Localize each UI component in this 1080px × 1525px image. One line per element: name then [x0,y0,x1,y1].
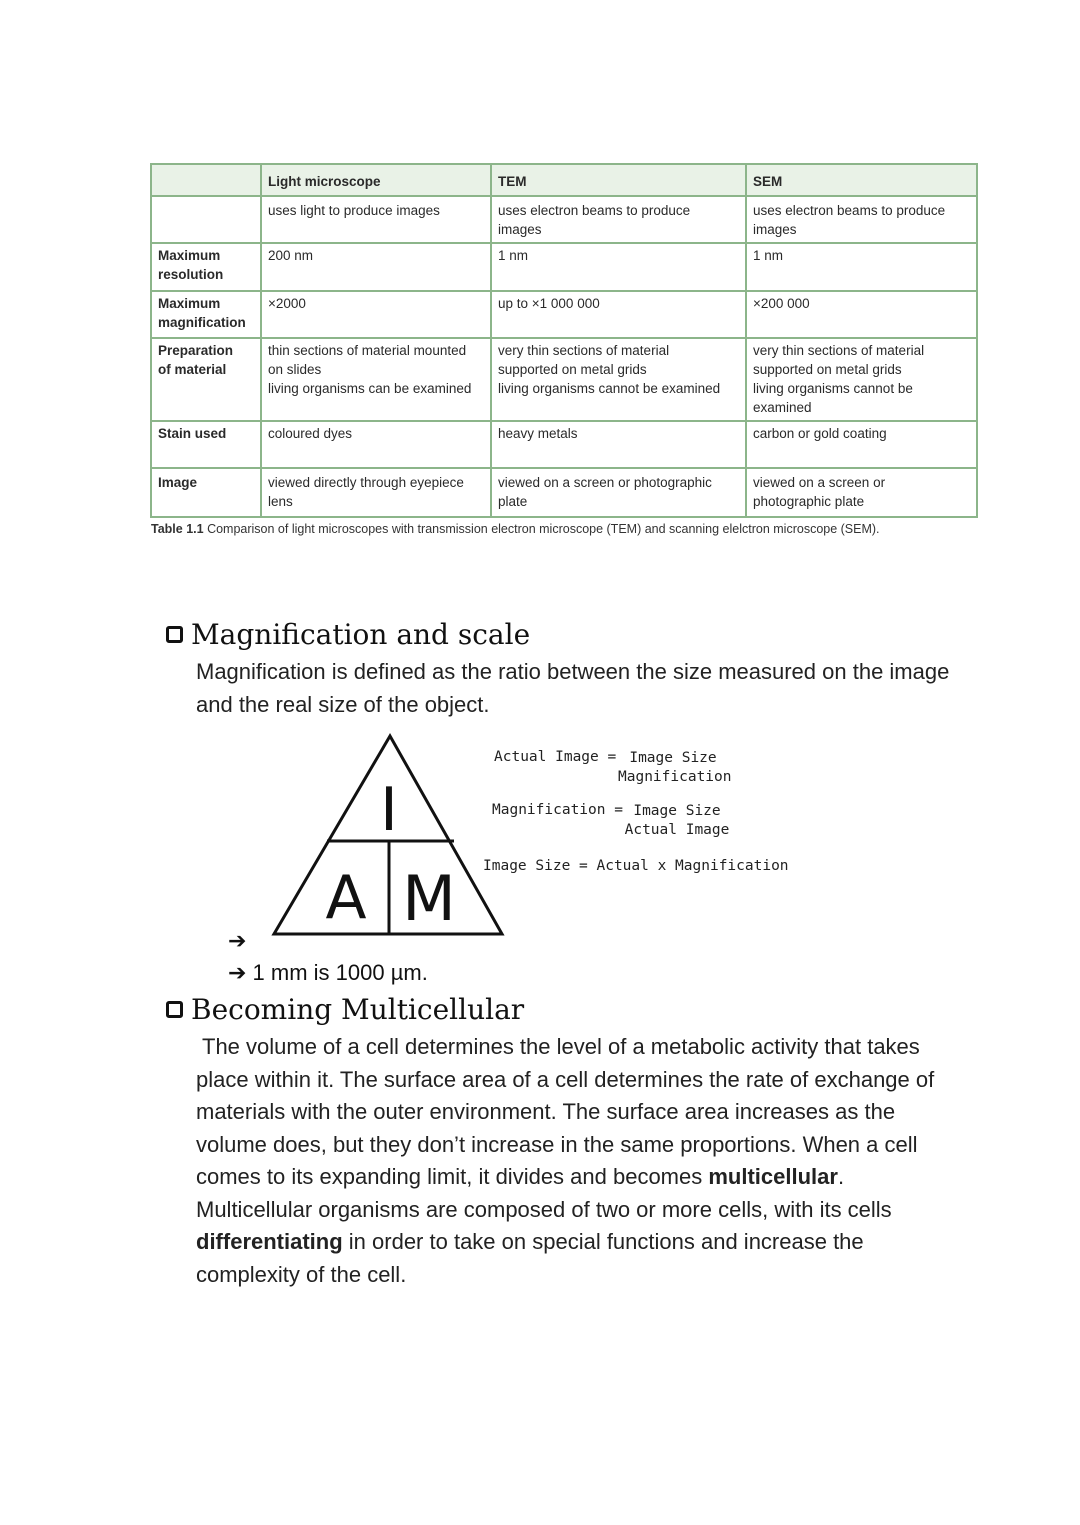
bold-term-multicellular: multicellular [708,1164,838,1189]
cell-line: very thin sections of material [498,343,670,358]
cell-line: heavy metals [498,426,578,441]
table-row [151,338,977,421]
cell-line: images [753,222,797,237]
bold-term-differentiating: differentiating [196,1229,343,1254]
paragraph-text: . Multicellular organisms are composed of two or more cells, with its cells [196,1164,892,1222]
cell-line: 1 nm [753,248,784,263]
label-line: Stain used [158,426,227,441]
magnification-section-title [166,618,530,651]
formula-magnification-lhs: Magnification = [492,802,623,818]
table-cell [491,291,746,338]
cell-line: plate [498,494,528,509]
table-cell [746,468,977,517]
table-row [151,196,977,243]
label-line: Image [158,475,198,490]
microscope-comparison-table [150,163,978,518]
label-line: magnification [158,315,246,330]
table-cell [491,421,746,468]
table-row [151,291,977,338]
cell-line: uses light to produce images [268,203,440,218]
row-label [151,243,261,291]
caption-text: Comparison of light microscopes with transmission electron microscope (TEM) and scanning elelctron microscope (SEM). [207,522,880,536]
header-light-microscope: Light microscope [261,164,491,196]
cell-line: 1 nm [498,248,529,263]
table-row [151,421,977,468]
table-cell [261,421,491,468]
row-label [151,468,261,517]
cell-line: supported on metal grids [753,362,902,377]
table-cell [261,468,491,517]
table-cell [491,338,746,421]
section-title-text: Magnification and scale [191,618,531,651]
cell-line: living organisms can be examined [268,381,472,396]
cell-line: viewed on a screen or photographic [498,475,712,490]
cell-line: uses electron beams to produce [498,203,691,218]
label-line: of material [158,362,227,377]
multicellular-section-title [166,993,524,1026]
fraction-denominator: Actual Image [624,822,730,838]
triangle-label-magnification: M [402,862,456,935]
table-header-row [151,164,977,196]
paragraph-text: The volume of a cell determines the level of a metabolic activity that takes place within it. The surface area of a cell determines the rate of exchange of materials with the outer environment. The surface area increases as the volume does, but they don’t increase in the same proportions. When a cell comes to its expanding limit, it divides and becomes [196,1034,935,1189]
cell-line: examined [753,400,812,415]
table-cell [491,243,746,291]
triangle-label-actual: A [325,863,367,933]
cell-line: thin sections of material mounted [268,343,467,358]
formula-actual-lhs: Actual Image = [494,749,617,765]
caption-label: Table 1.1 [151,522,204,536]
table-cell [261,338,491,421]
paragraph-text: in order to take on special functions and increase the complexity of the cell. [196,1229,864,1287]
label-line: resolution [158,267,224,282]
cell-line: coloured dyes [268,426,353,441]
table-cell [746,243,977,291]
cell-line: photographic plate [753,494,865,509]
table-cell [746,338,977,421]
cell-line: images [498,222,542,237]
cell-line: 200 nm [268,248,314,263]
table-caption [151,522,880,536]
cell-line: living organisms cannot be [753,381,913,396]
table-cell [261,196,491,243]
cell-line: carbon or gold coating [753,426,887,441]
table-cell [746,291,977,338]
formula-magnification-fraction [622,802,732,840]
ima-triangle-diagram [268,732,508,942]
table-cell [261,291,491,338]
cell-line: on slides [268,362,322,377]
table-row [151,243,977,291]
table-cell [261,243,491,291]
cell-line: viewed on a screen or [753,475,886,490]
label-line: Maximum [158,296,221,311]
label-line: Maximum [158,248,221,263]
row-label [151,421,261,468]
table-cell [746,421,977,468]
fraction-denominator: Magnification [618,769,732,785]
header-tem: TEM [491,164,746,196]
multicellular-paragraph [196,1031,956,1291]
triangle-label-image: I [380,775,398,845]
cell-line: lens [268,494,293,509]
cell-line: living organisms cannot be examined [498,381,721,396]
header-sem: SEM [746,164,977,196]
cell-line: uses electron beams to produce [753,203,946,218]
row-label [151,338,261,421]
cell-line: viewed directly through eyepiece [268,475,464,490]
section-title-text: Becoming Multicellular [191,993,525,1026]
formula-actual-fraction [618,749,732,787]
table-cell [746,196,977,243]
magnification-paragraph: Magnification is defined as the ratio between the size measured on the image and the real size of the object. [196,659,950,717]
table-cell [491,196,746,243]
header-blank [151,164,261,196]
formula-image-size: Image Size = Actual x Magnification [483,858,789,874]
cell-line: ×200 000 [753,296,810,311]
cell-line: supported on metal grids [498,362,647,377]
cell-line: very thin sections of material [753,343,925,358]
row-label [151,291,261,338]
checkbox-icon [166,626,183,643]
fraction-numerator: Image Size [633,803,721,819]
fraction-numerator: Image Size [629,750,717,766]
table-row [151,468,977,517]
label-line: Preparation [158,343,234,358]
cell-line: ×2000 [268,296,306,311]
unit-note: ➔ 1 mm is 1000 µm. [228,960,428,985]
arrow-icon: ➔ [228,928,247,953]
row-label [151,196,261,243]
cell-line: up to ×1 000 000 [498,296,600,311]
table-cell [491,468,746,517]
checkbox-icon [166,1001,183,1018]
